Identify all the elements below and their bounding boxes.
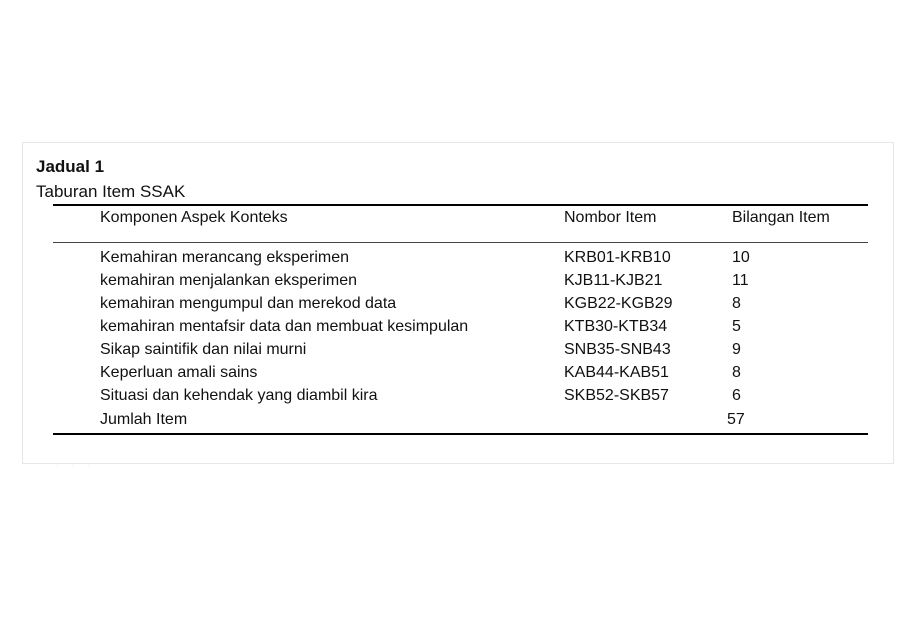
row-item-number: KGB22-KGB29 [564,295,673,312]
row-component: Kemahiran merancang eksperimen [100,249,350,266]
row-item-number: KTB30-KTB34 [564,318,668,335]
total-label: Jumlah Item [100,411,188,428]
row-item-count: 5 [732,318,741,335]
row-component: Situasi dan kehendak yang diambil kira [100,387,378,404]
row-component: kemahiran mengumpul dan merekod data [100,295,397,312]
header-item-number: Nombor Item [564,209,657,226]
row-item-count: 8 [732,295,741,312]
row-item-count: 10 [732,249,750,266]
table-header-rule [53,242,868,243]
row-item-count: 6 [732,387,741,404]
row-item-number: KAB44-KAB51 [564,364,669,381]
row-item-count: 8 [732,364,741,381]
row-component: kemahiran menjalankan eksperimen [100,272,358,289]
row-item-number: SKB52-SKB57 [564,387,669,404]
row-item-number: SNB35-SNB43 [564,341,671,358]
row-item-number: KJB11-KJB21 [564,272,663,289]
total-value: 57 [727,411,745,428]
row-item-count: 11 [732,272,749,289]
row-component: kemahiran mentafsir data dan membuat kesimpulan [100,318,469,335]
header-component: Komponen Aspek Konteks [100,209,288,226]
header-item-count: Bilangan Item [732,209,830,226]
row-component: Sikap saintifik dan nilai murni [100,341,307,358]
cropped-text-fragment: · · · [56,465,96,468]
row-component: Keperluan amali sains [100,364,258,381]
row-item-count: 9 [732,341,741,358]
row-item-number: KRB01-KRB10 [564,249,671,266]
table-caption: Taburan Item SSAK [36,182,186,201]
table-top-rule [53,204,868,206]
table-number: Jadual 1 [36,157,105,176]
table-bottom-rule [53,433,868,435]
